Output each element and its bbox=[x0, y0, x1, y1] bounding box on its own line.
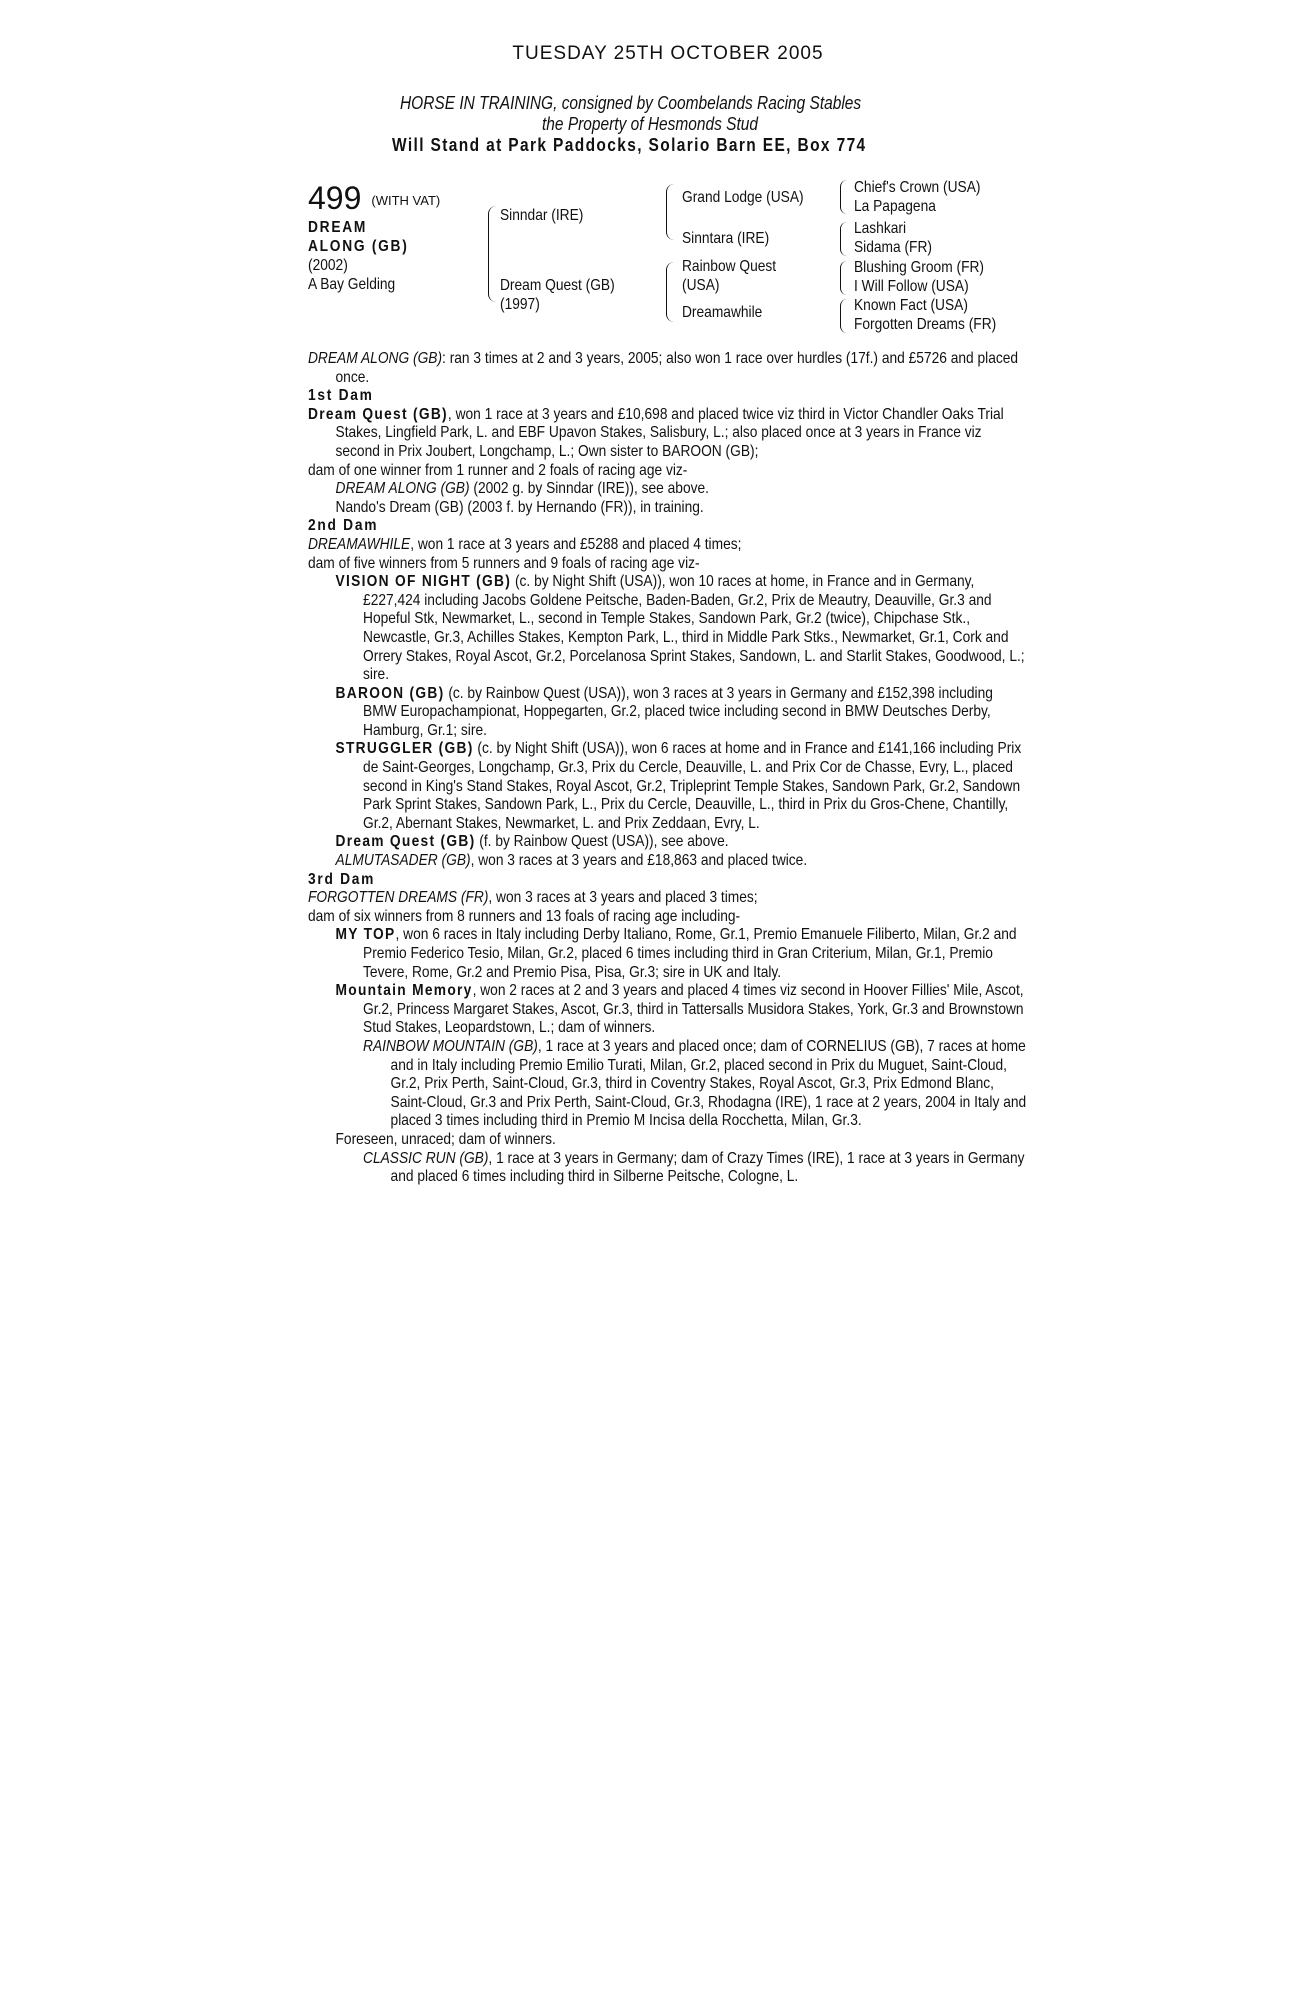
pedigree-sire-sire: Grand Lodge (USA) bbox=[682, 189, 804, 206]
second-dam-produce-2: BAROON (GB) (c. by Rainbow Quest (USA)), won 3 races at 3 years in Germany and £152,398 including BMW Europachampionat, Hoppegarten, Gr.2, placed twice including second in BMW Deutsches Derby, Hamburg, Gr.1; sire. bbox=[335, 684, 993, 739]
second-dam-produce-4: Dream Quest (GB) (f. by Rainbow Quest (USA)), see above. bbox=[335, 833, 729, 851]
foaling-year: (2002) bbox=[308, 257, 348, 274]
pedigree-dam-dam: Dreamawhile bbox=[682, 304, 763, 321]
g-brace-2 bbox=[840, 222, 847, 256]
sale-date: TUESDAY 25TH OCTOBER 2005 bbox=[512, 43, 824, 64]
first-dam-heading: 1st Dam bbox=[308, 387, 374, 405]
third-dam-heading: 3rd Dam bbox=[308, 870, 376, 888]
second-dam-produce-5: ALMUTASADER (GB), won 3 races at 3 years and £18,863 and placed twice. bbox=[335, 852, 808, 870]
pedigree-dam-sire: Rainbow Quest (USA) bbox=[682, 258, 777, 294]
stabling-line: Will Stand at Park Paddocks, Solario Barn EE, Box 774 bbox=[392, 135, 867, 155]
pedigree-g6: I Will Follow (USA) bbox=[854, 278, 969, 295]
first-dam-produce-2: Nando's Dream (GB) (2003 f. by Hernando (FR)), in training. bbox=[335, 498, 704, 516]
third-dam-paragraph: FORGOTTEN DREAMS (FR), won 3 races at 3 years and placed 3 times; bbox=[308, 889, 758, 907]
first-dam-produce-intro: dam of one winner from 1 runner and 2 foals of racing age viz- bbox=[308, 461, 688, 479]
horse-info bbox=[308, 256, 409, 294]
vat-note: (WITH VAT) bbox=[371, 192, 441, 208]
consignor-line: HORSE IN TRAINING, consigned by Coombelands Racing Stables bbox=[399, 93, 862, 113]
pedigree-dam-year: (1997) bbox=[500, 296, 540, 313]
third-dam-produce-3a: CLASSIC RUN (GB), 1 race at 3 years in Germany; dam of Crazy Times (IRE), 1 race at 3 years in Germany and placed 6 times including third in Silberne Peitsche, Cologne, L. bbox=[363, 1149, 1025, 1186]
pedigree-g1: Chief's Crown (USA) bbox=[854, 179, 981, 196]
g-brace-3 bbox=[840, 261, 847, 295]
second-dam-heading: 2nd Dam bbox=[308, 517, 379, 535]
pedigree-sire: Sinndar (IRE) bbox=[500, 207, 584, 224]
intro-paragraph: DREAM ALONG (GB): ran 3 times at 2 and 3 years, 2005; also won 1 race over hurdles (17f.) and £5726 and placed once. bbox=[308, 350, 1019, 386]
g-brace-1 bbox=[840, 180, 847, 214]
pedigree-g5: Blushing Groom (FR) bbox=[854, 259, 984, 276]
sire-sire-brace bbox=[666, 184, 675, 240]
third-dam-produce-intro: dam of six winners from 8 runners and 13 foals of racing age including- bbox=[308, 907, 741, 925]
horse-description: A Bay Gelding bbox=[308, 276, 396, 293]
lot-number: 499 (WITH VAT) bbox=[308, 180, 441, 216]
second-dam-produce-intro: dam of five winners from 5 runners and 9 foals of racing age viz- bbox=[308, 554, 700, 572]
first-dam-paragraph: Dream Quest (GB), won 1 race at 3 years and £10,698 and placed twice viz third in Victor Chandler Oaks Trial Stakes, Lingfield Park, L. and EBF Upavon Stakes, Salisbury, L.; also placed once at 3 years in France viz second in Prix Joubert, Longchamp, L.; Own sister to BAROON (GB); bbox=[308, 405, 1004, 460]
pedigree-dam: Dream Quest (GB) bbox=[500, 277, 615, 294]
first-dam-produce-1: DREAM ALONG (GB) (2002 g. by Sinndar (IRE)), see above. bbox=[335, 480, 709, 498]
third-dam-produce-3: Foreseen, unraced; dam of winners. bbox=[335, 1130, 556, 1148]
property-line: the Property of Hesmonds Stud bbox=[542, 114, 759, 134]
pedigree-g2: La Papagena bbox=[854, 198, 936, 215]
catalogue-body bbox=[308, 350, 1028, 1187]
g-brace-4 bbox=[840, 299, 847, 333]
dam-brace bbox=[666, 262, 675, 322]
pedigree-sire-dam: Sinntara (IRE) bbox=[682, 230, 770, 247]
third-dam-produce-1: MY TOP, won 6 races in Italy including Derby Italiano, Rome, Gr.1, Premio Emanuele Filiberto, Milan, Gr.2 and Premio Federico Tesio, Milan, Gr.2, placed 6 times including third in Gran Criterium, Milan, Gr.1, Premio Tevere, Rome, Gr.2 and Premio Pisa, Pisa, Gr.3; sire in UK and Italy. bbox=[335, 926, 1017, 981]
pedigree-g8: Forgotten Dreams (FR) bbox=[854, 316, 997, 333]
horse-name: DREAM ALONG (GB) bbox=[308, 219, 409, 255]
second-dam-paragraph: DREAMAWHILE, won 1 race at 3 years and £5288 and placed 4 times; bbox=[308, 535, 742, 553]
pedigree-g4: Sidama (FR) bbox=[854, 239, 932, 256]
third-dam-produce-2a: RAINBOW MOUNTAIN (GB), 1 race at 3 years and placed once; dam of CORNELIUS (GB), 7 races at home and in Italy including Premio Emilio Turati, Milan, Gr.2, placed second in Prix du Muguet, Saint-Cloud, Gr.2, Prix Perth, Saint-Cloud, Gr.3, third in Coventry Stakes, Royal Ascot, Gr.3, Prix Edmond Blanc, Saint-Cloud, Gr.3 and Prix Perth, Saint-Cloud, Gr.3, Rhodagna (IRE), 1 race at 2 years, 2004 in Italy and placed 3 times including third in Premio M Incisa della Rocchetta, Milan, Gr.3. bbox=[363, 1037, 1027, 1130]
second-dam-produce-1: VISION OF NIGHT (GB) (c. by Night Shift (USA)), won 10 races at home, in France and in Germany, £227,424 including Jacobs Goldene Peitsche, Baden-Baden, Gr.2, Prix de Meautry, Deauville, Gr.3 and Hopeful Stk, Newmarket, L., second in Temple Stakes, Sandown Park, Gr.2 (twice), Chipchase Stk., Newcastle, Gr.3, Achilles Stakes, Kempton Park, L., third in Middle Park Stks., Newmarket, Gr.1, Cork and Orrery Stakes, Royal Ascot, Gr.2, Porcelanosa Sprint Stakes, Sandown, L. and Starlit Stakes, Goodwood, L.; sire. bbox=[335, 573, 1025, 684]
sire-brace bbox=[488, 206, 497, 302]
third-dam-produce-2: Mountain Memory, won 2 races at 2 and 3 years and placed 4 times viz second in Hoover Fillies' Mile, Ascot, Gr.2, Princess Margaret Stakes, Ascot, Gr.3, third in Tattersalls Musidora Stakes, York, Gr.3 and Brownstown Stud Stakes, Leopardstown, L.; dam of winners. bbox=[335, 982, 1024, 1037]
pedigree-g7: Known Fact (USA) bbox=[854, 297, 968, 314]
second-dam-produce-3: STRUGGLER (GB) (c. by Night Shift (USA)), won 6 races at home and in France and £141,166 including Prix de Saint-Georges, Longchamp, Gr.3, Prix du Cercle, Deauville, L. and Prix Cor de Chasse, Evry, L., placed second in King's Stand Stakes, Royal Ascot, Gr.2, Tripleprint Temple Stakes, Sandown Park, Gr.2, Sandown Park Sprint Stakes, Sandown Park, L., Prix du Cercle, Deauville, L., third in Prix du Gros-Chene, Chantilly, Gr.2, Abernant Stakes, Newmarket, L. and Prix Zeddaan, Evry, L. bbox=[335, 740, 1022, 832]
pedigree-g3: Lashkari bbox=[854, 220, 907, 237]
